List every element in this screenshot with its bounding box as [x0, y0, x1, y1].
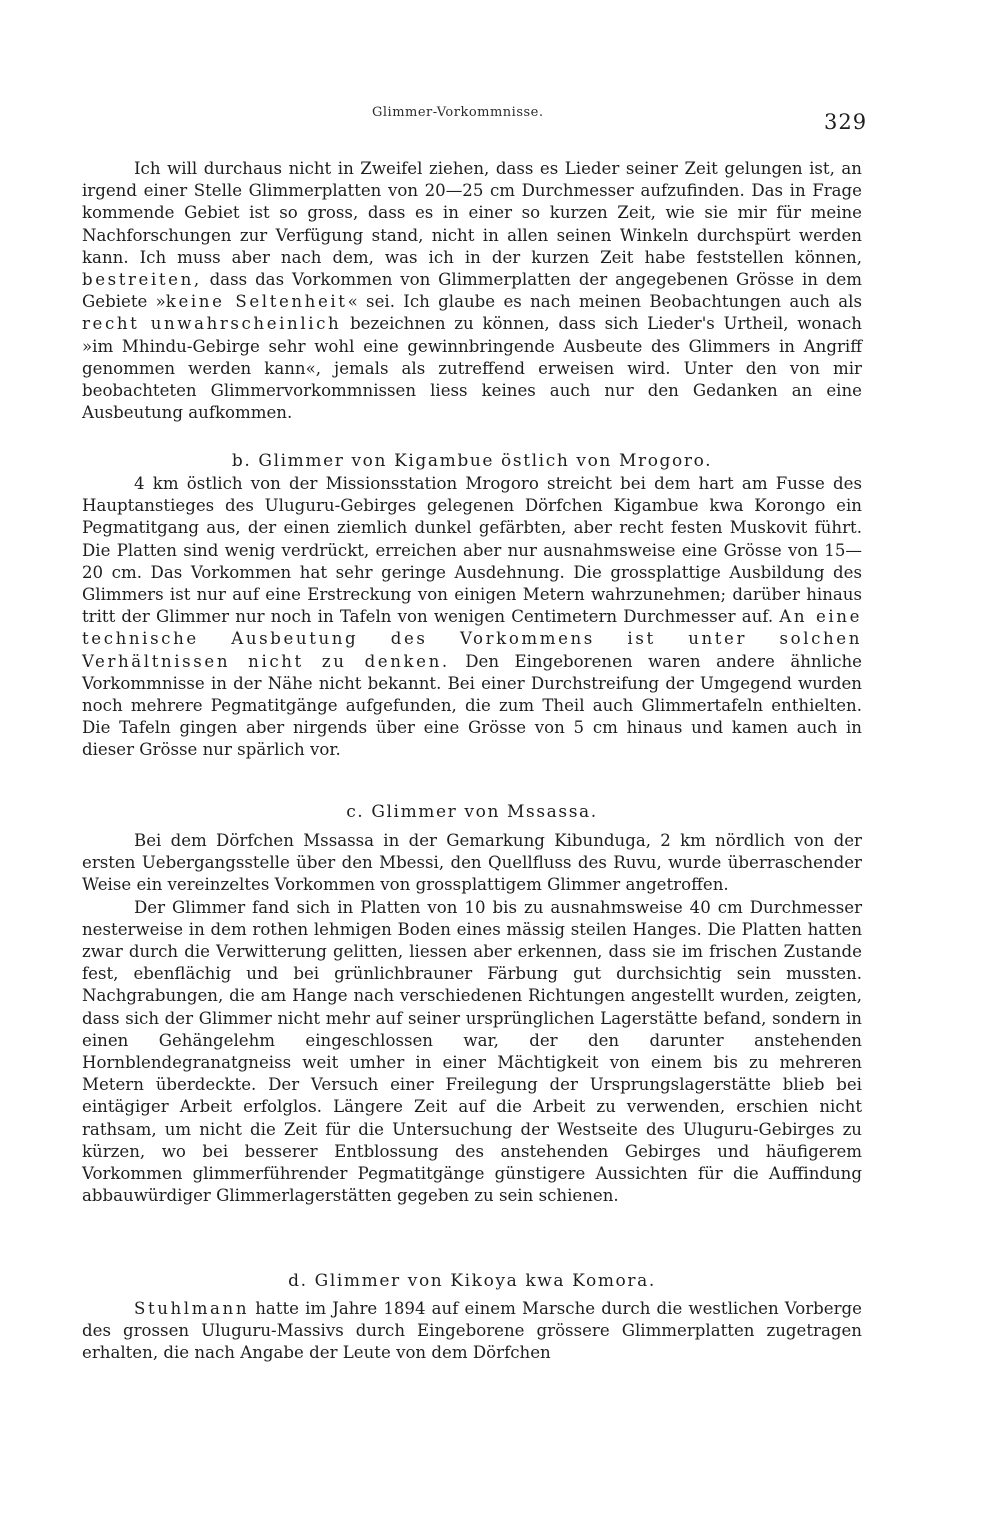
paragraph-text: Den Eingeborenen waren andere ähnliche Vorkommnisse in der Nähe nicht bekannt. Bei einer Durchstreifung der Umgegend wurden noch mehrere Pegmatitgänge aufgefunden, die zum Theil auch Glimmertafeln enthielten. Die Tafeln gingen aber nirgends über eine Grösse von 5 cm hinaus und kamen auch in dieser Grösse nur spärlich vor.: [82, 651, 862, 760]
section-heading: [82, 450, 862, 472]
paragraph-text: 4 km östlich von der Missionsstation Mrogoro streicht bei dem hart am Fusse des Hauptanstieges des Uluguru-Gebirges gelegenen Dörfchen Kigambue kwa Korongo ein Pegmatitgang aus, der einen ziemlich dunkel gefärbten, aber recht festen Muskovit führt. Die Platten sind wenig verdrückt, erreichen aber nur ausnahmsweise eine Grösse von 15—20 cm. Das Vorkommen hat sehr geringe Ausdehnung. Die grossplattige Ausbildung des Glimmers ist nur auf eine Erstreckung von einigen Metern wahrzunehmen; darüber hinaus tritt der Glimmer nur noch in Tafeln von wenigen Centimetern Durchmesser auf.: [82, 474, 862, 627]
section-d-heading-wrap: [82, 1270, 862, 1292]
paragraph-text: Ich will durchaus nicht in Zweifel ziehen, dass es Lieder seiner Zeit gelungen ist, an irgend einer Stelle Glimmerplatten von 20—25 cm Durchmesser aufzufinden. Das in Frage kommende Gebiet ist so gross, dass es in einer so kurzen Zeit, wie sie mir für meine Nachforschungen zur Verfügung stand, nicht in allen seinen Winkeln durchspürt werden kann. Ich muss aber nach dem, was ich in der kurzen Zeit habe feststellen können,: [82, 159, 862, 267]
paragraph: [82, 1298, 862, 1365]
author-name: Stuhlmann: [134, 1299, 250, 1318]
emphasized-text: recht unwahrscheinlich: [82, 314, 342, 334]
paragraph: Der Glimmer fand sich in Platten von 10 bis zu ausnahmsweise 40 cm Durchmesser nesterweise in dem rothen lehmigen Boden eines mässig steilen Hanges. Die Platten hatten zwar durch die Verwitterung gelitten, liessen aber erkennen, dass sie im frischen Zustande fest, ebenflächig und bei grünlichbrauner Färbung gut durchsichtig sein mussten. Nachgrabungen, die am Hange nach verschiedenen Richtungen angestellt wurden, zeigten, dass sich der Glimmer nicht mehr auf seiner ursprünglichen Lagerstätte befand, sondern in einen Gehängelehm eingeschlossen war, der den darunter anstehenden Hornblendegranatgneiss weit umher in einer Mächtigkeit von einem bis zu mehreren Metern überdeckte. Der Versuch einer Freilegung der Ursprungslagerstätte blieb bei eintägiger Arbeit erfolglos. Längere Zeit auf die Arbeit zu verwenden, erschien nicht rathsam, um nicht die Zeit für die Untersuchung der Westseite des Uluguru-Gebirges zu kürzen, wo bei besserer Entblossung des anstehenden Gebirges und häufigerem Vorkommen glimmerführender Pegmatitgänge günstigere Aussichten für die Auffindung abbauwürdiger Glimmerlagerstätten gegeben zu sein schienen.: [82, 897, 862, 1206]
section-letter: d.: [288, 1271, 308, 1291]
section-title: Glimmer von Mssassa.: [371, 802, 598, 822]
section-c-body: [82, 830, 862, 1207]
paragraph-text: « sei. Ich glaube es nach meinen Beobachtungen auch als: [347, 292, 862, 312]
paragraph-text: dass das Vorkommen von Glimmerplatten der angegebenen Grösse in dem Gebiete »: [82, 270, 862, 312]
paragraph: [82, 158, 862, 424]
section-b-heading-wrap: [82, 450, 862, 472]
section-heading: [82, 1270, 862, 1292]
section-d-body: [82, 1298, 862, 1365]
page-number: 329: [824, 110, 868, 134]
paragraph: Bei dem Dörfchen Mssassa in der Gemarkung Kibunduga, 2 km nördlich von der ersten Uebergangsstelle über den Mbessi, den Quellfluss des Ruvu, wurde überraschender Weise ein vereinzeltes Vorkommen von grossplattigem Glimmer angetroffen.: [82, 831, 862, 895]
section-heading: [82, 801, 862, 823]
emphasized-text: bestreiten,: [82, 270, 202, 290]
section-title: Glimmer von Kikoya kwa Komora.: [314, 1271, 656, 1291]
section-letter: c.: [346, 802, 365, 822]
running-head: Glimmer-Vorkommnisse.: [372, 105, 544, 120]
section-b-body: [82, 473, 862, 762]
section-a-continuation: [82, 158, 862, 424]
emphasized-text: An eine technische Ausbeutung des Vorkommens ist unter solchen Verhältnissen nicht zu denken.: [82, 607, 863, 671]
paragraph: [82, 473, 862, 762]
section-letter: b.: [231, 451, 252, 471]
section-title: Glimmer von Kigambue östlich von Mrogoro.: [258, 451, 713, 471]
paragraph-text: bezeichnen zu können, dass sich Lieder's Urtheil, wonach »im Mhindu-Gebirge sehr wohl eine gewinnbringende Ausbeute des Glimmers in Angriff genommen werden kann«, jemals als zutreffend erweisen wird. Unter den von mir beobachteten Glimmervorkommnissen liess keines auch nur den Gedanken an eine Ausbeutung aufkommen.: [82, 314, 862, 423]
section-c-heading-wrap: [82, 801, 862, 823]
paragraph-text: hatte im Jahre 1894 auf einem Marsche durch die westlichen Vorberge des grossen Uluguru-Massivs durch Eingeborene grössere Glimmerplatten zugetragen erhalten, die nach Angabe der Leute von dem Dörfchen: [82, 1299, 862, 1363]
emphasized-text: keine Seltenheit: [165, 292, 348, 312]
